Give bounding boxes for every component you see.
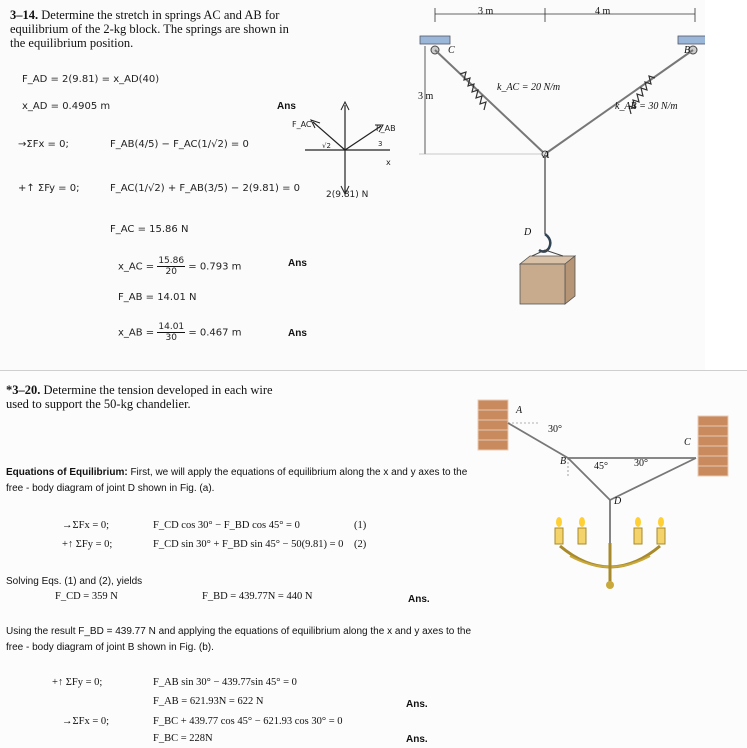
joint-d-sum-fy-equation: F_CD sin 30° + F_BD sin 45° − 50(9.81) = 0 [153,539,344,550]
intro-line-1: First, we will apply the equations of equilibrium along the x and y axes to the [127,467,468,478]
xab-numerator: 14.01 [158,322,185,332]
joint-b-sum-fy-label: +↑ ΣFy = 0; [52,677,103,688]
angle-30-label: 30° [548,424,562,435]
equations-intro [6,467,467,478]
xab-denominator: 30 [165,333,177,343]
sum-fx-equation: F_AB(4/5) − F_AC(1/√2) = 0 [110,139,249,150]
dim-3m-top: 3 m [478,6,494,17]
joint-d-sum-fx-label: →ΣFx = 0; [62,520,110,531]
xab-fraction [157,322,185,343]
equation-number-1: (1) [354,520,367,531]
problem-number: 3–14. [10,8,39,22]
point-b-label: B [560,456,567,467]
xac-denominator: 20 [165,267,177,277]
problem-number: *3–20. [6,383,41,397]
angle-30-label: 30° [634,458,648,469]
using-line-2: free - body diagram of joint B shown in Fig. (b). [6,642,214,653]
fbd-fac-label: F_AC [292,120,312,129]
fbd-x-axis: x [386,158,391,167]
ans-label: Ans. [406,734,428,745]
joint-b-sum-fx-equation: F_BC + 439.77 cos 45° − 621.93 cos 30° = 0 [153,716,343,727]
xab-label: x_AB = [118,327,155,339]
joint-b-sum-fx-label: →ΣFx = 0; [62,716,110,727]
point-c-label: C [684,437,691,448]
spring-ab-label: k_AB = 30 N/m [615,101,678,112]
fbd-result: F_BD = 439.77N = 440 N [202,591,313,602]
dim-4m-top: 4 m [595,6,611,17]
section-heading: Equations of Equilibrium: [6,467,128,478]
point-d-label: D [614,496,622,507]
joint-d-sum-fy-label: +↑ ΣFy = 0; [62,539,113,550]
fbd-fab-label: F_AB [376,124,396,133]
xac-fraction [157,256,185,277]
fbd-sqrt2: √2 [322,142,331,150]
joint-b-sum-fy-equation: F_AB sin 30° − 439.77sin 45° = 0 [153,677,297,688]
hw-stretch-ad: x_AD = 0.4905 m [22,101,111,112]
xab-value: = 0.467 m [188,327,242,339]
xac-equation [118,256,241,277]
xac-numerator: 15.86 [158,256,185,266]
fac-result: F_AC = 15.86 N [110,224,189,235]
intro-line-2: free - body diagram of joint D shown in Fig. (a). [6,483,215,494]
joint-d-sum-fx-equation: F_CD cos 30° − F_BD cos 45° = 0 [153,520,300,531]
fbd-weight: 2(9.81) N [326,190,369,200]
angle-45-label: 45° [594,461,608,472]
hw-force-ad: F_AD = 2(9.81) = x_AD(40) [22,74,160,85]
point-b-label: B [684,45,691,56]
statement-line-1: Determine the stretch in springs AC and AB for [41,8,280,22]
ans-label: Ans [288,328,307,339]
xab-equation [118,322,241,343]
point-a-label: A [543,150,550,161]
dim-3m-side: 3 m [418,91,434,102]
point-d-label: D [524,227,532,238]
ans-label: Ans [277,101,296,112]
sum-fy-label: +↑ ΣFy = 0; [18,183,80,194]
figure-3-14 [415,6,705,306]
fcd-result: F_CD = 359 N [55,591,118,602]
equation-number-2: (2) [354,539,367,550]
statement-line-2: used to support the 50-kg chandelier. [6,397,191,411]
fab-result: F_AB = 14.01 N [118,292,197,303]
point-c-label: C [448,45,455,56]
sum-fy-equation: F_AC(1/√2) + F_AB(3/5) − 2(9.81) = 0 [110,183,301,194]
point-a-label: A [516,405,523,416]
fab-result: F_AB = 621.93N = 622 N [153,696,264,707]
fbc-result: F_BC = 228N [153,733,213,744]
xac-value: = 0.793 m [188,261,242,273]
statement-line-2: equilibrium of the 2-kg block. The springs are shown in [10,22,289,36]
sum-fx-label: →ΣFx = 0; [18,139,69,150]
ans-label: Ans. [408,594,430,605]
solving-text: Solving Eqs. (1) and (2), yields [6,576,143,587]
using-line-1: Using the result F_BD = 439.77 N and applying the equations of equilibrium along the x and y axes to the [6,626,472,637]
problem-3-20-statement [6,383,273,411]
ans-label: Ans [288,258,307,269]
problem-3-14-statement [10,8,289,50]
spring-ac-label: k_AC = 20 N/m [497,82,561,93]
ans-label: Ans. [406,699,428,710]
statement-line-3: the equilibrium position. [10,36,134,50]
xac-label: x_AC = [118,261,155,273]
figure-3-20-chandelier [470,378,747,608]
fbd-3: 3 [378,140,383,148]
statement-line-1: Determine the tension developed in each wire [43,383,273,397]
